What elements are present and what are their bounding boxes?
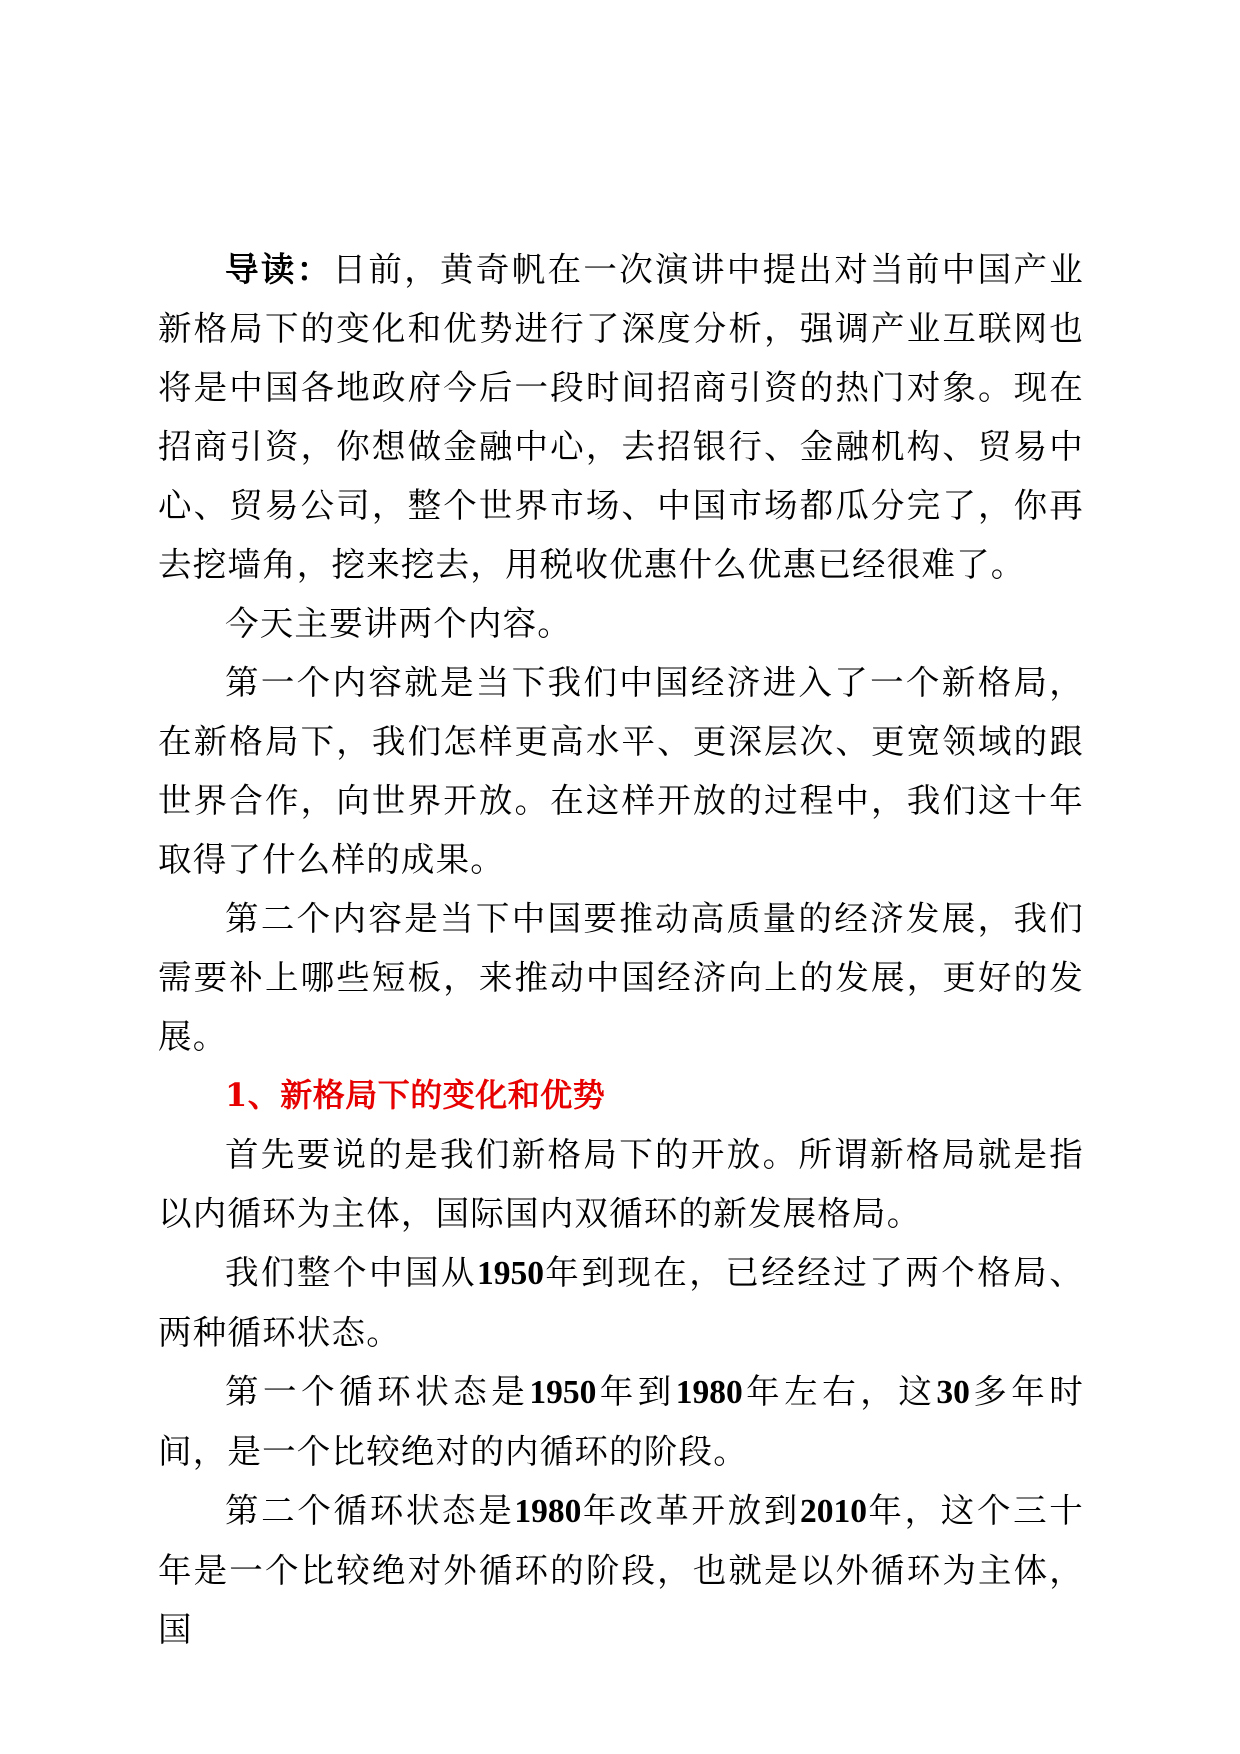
text-segment: 年改革开放到 (581, 1491, 800, 1530)
paragraph-second-cycle (158, 1481, 1084, 1659)
text-segment: 年到现在，已经经过了两个格局、两种循环状态。 (158, 1253, 1084, 1352)
paragraph-overview: 今天主要讲两个内容。 (225, 604, 572, 643)
year-number: 1980 (514, 1493, 582, 1530)
year-number: 2010 (799, 1493, 867, 1530)
paragraph-new-pattern: 首先要说的是我们新格局下的开放。所谓新格局就是指以内循环为主体，国际国内双循环的新发展格局。 (158, 1135, 1084, 1233)
paragraph-first-topic: 第一个内容就是当下我们中国经济进入了一个新格局，在新格局下，我们怎样更高水平、更深层次、更宽领域的跟世界合作，向世界开放。在这样开放的过程中，我们这十年取得了什么样的成果。 (158, 663, 1084, 879)
intro-text: 日前，黄奇帆在一次演讲中提出对当前中国产业新格局下的变化和优势进行了深度分析，强调产业互联网也将是中国各地政府今后一段时间招商引资的热门对象。现在招商引资，你想做金融中心，去招银行、金融机构、贸易中心、贸易公司，整个世界市场、中国市场都瓜分完了，你再去挖墙角，挖来挖去，用税收优惠什么优惠已经很难了。 (158, 250, 1084, 584)
text-segment: 第一个循环状态是 (225, 1372, 530, 1411)
year-number: 1980 (675, 1374, 743, 1411)
text-segment: 年左右，这 (742, 1372, 937, 1411)
year-number: 1950 (477, 1255, 544, 1292)
section-heading: 1、新格局下的变化和优势 (225, 1076, 606, 1114)
intro-paragraph (158, 240, 1084, 594)
document-page (158, 240, 1084, 1659)
duration-number: 30 (936, 1374, 970, 1411)
paragraph-two-patterns (158, 1243, 1084, 1362)
intro-label: 导读： (225, 250, 333, 289)
paragraph-second-topic: 第二个内容是当下中国要推动高质量的经济发展，我们需要补上哪些短板，来推动中国经济向上的发展，更好的发展。 (158, 899, 1084, 1056)
text-segment: 多年时间，是一个比较绝对的内循环的阶段。 (158, 1372, 1084, 1471)
text-segment: 我们整个中国从 (225, 1253, 477, 1292)
text-segment: 年到 (596, 1372, 676, 1411)
paragraph-first-cycle (158, 1362, 1084, 1481)
text-segment: 年，这个三十年是一个比较绝对外循环的阶段，也就是以外循环为主体，国 (158, 1491, 1084, 1649)
text-segment: 第二个循环状态是 (225, 1491, 515, 1530)
year-number: 1950 (529, 1374, 597, 1411)
